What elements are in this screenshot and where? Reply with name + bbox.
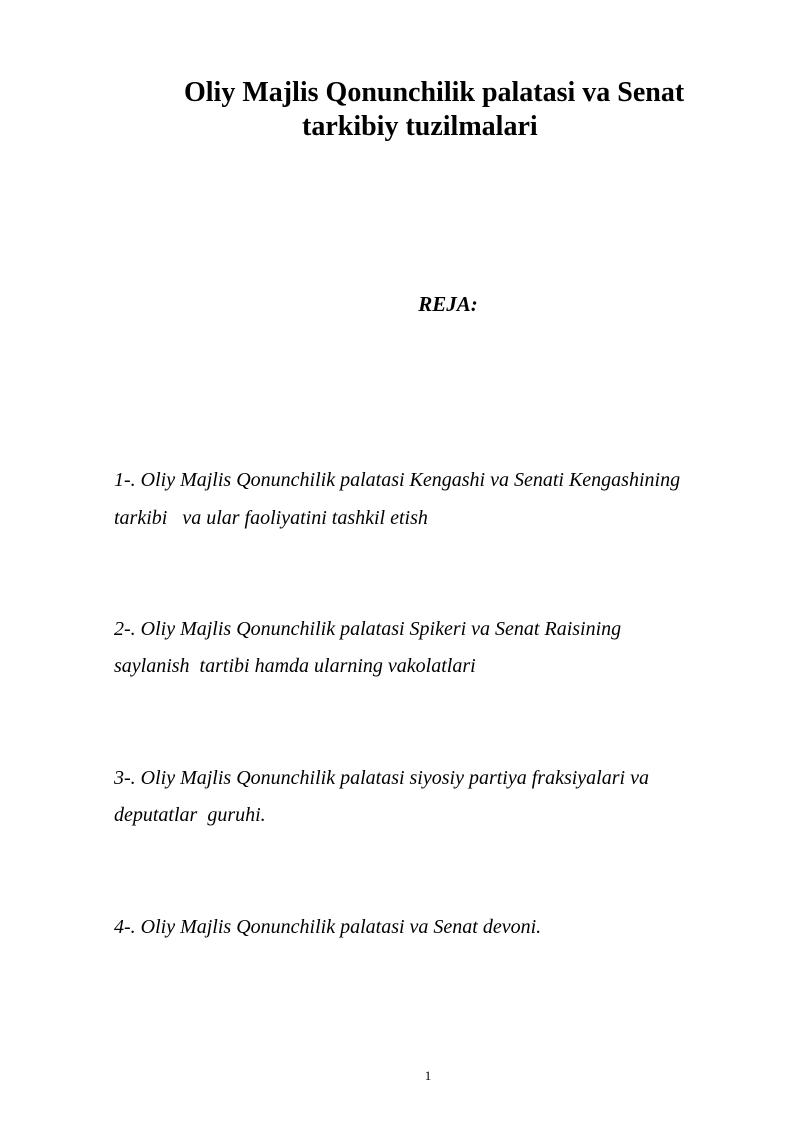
title-line-1: Oliy Majlis Qonunchilik palatasi va Senat <box>184 77 685 108</box>
plan-item-4: 4-. Oliy Majlis Qonunchilik palatasi va Senat devoni. <box>114 915 542 938</box>
title-line-2: tarkibiy tuzilmalari <box>302 111 538 142</box>
plan-heading: REJA: <box>418 292 478 316</box>
plan-item-3: 3-. Oliy Majlis Qonunchilik palatasi siyosiy partiya fraksiyalari va deputatlar guruhi. <box>114 767 649 827</box>
page-number: 1 <box>424 1068 432 1083</box>
plan-item-2: 2-. Oliy Majlis Qonunchilik palatasi Spikeri va Senat Raisining saylanish tartibi hamda ularning vakolatlari <box>114 618 622 678</box>
plan-list <box>114 388 754 983</box>
plan-item-1: 1-. Oliy Majlis Qonunchilik palatasi Kengashi va Senati Kengashining tarkibi va ular faoliyatini tashkil etish <box>114 469 681 529</box>
